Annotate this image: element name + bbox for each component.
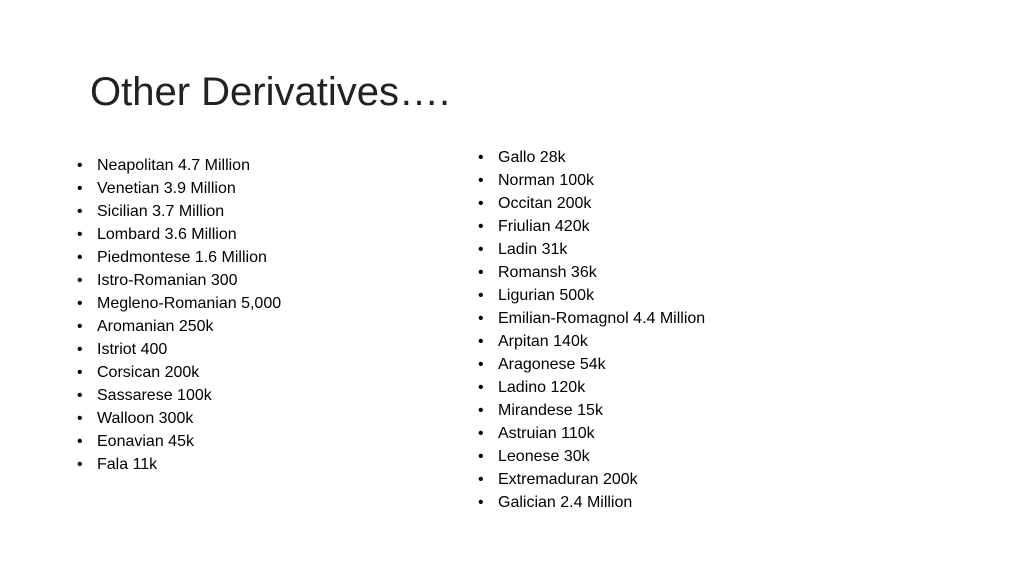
list-item (77, 177, 281, 200)
list-item-text: Ladin 31k (498, 241, 568, 258)
list-item-text: Galician 2.4 Million (498, 494, 633, 511)
list-item (77, 338, 281, 361)
bullet-icon: • (478, 287, 484, 304)
bullet-icon: • (77, 410, 83, 427)
list-item (77, 407, 281, 430)
bullet-icon: • (77, 157, 83, 174)
bullet-icon: • (77, 249, 83, 266)
bullet-icon: • (77, 203, 83, 220)
bullet-icon: • (77, 387, 83, 404)
list-item (478, 169, 705, 192)
list-item (478, 353, 705, 376)
list-item-text: Aromanian 250k (97, 318, 214, 335)
bullet-icon: • (478, 310, 484, 327)
list-item (478, 146, 705, 169)
list-item-text: Emilian-Romagnol 4.4 Million (498, 310, 706, 327)
bullet-icon: • (77, 341, 83, 358)
list-item (77, 246, 281, 269)
list-item (77, 315, 281, 338)
list-item (77, 154, 281, 177)
bullet-icon: • (77, 433, 83, 450)
bullet-icon: • (77, 295, 83, 312)
list-item (77, 384, 281, 407)
list-item (77, 223, 281, 246)
list-item-text: Piedmontese 1.6 Million (97, 249, 267, 266)
bullet-icon: • (478, 195, 484, 212)
bullet-icon: • (478, 172, 484, 189)
bullet-icon: • (77, 318, 83, 335)
list-item (478, 491, 705, 514)
bullet-icon: • (478, 402, 484, 419)
bullet-icon: • (478, 241, 484, 258)
list-item-text: Istro-Romanian 300 (97, 272, 238, 289)
list-item-text: Romansh 36k (498, 264, 597, 281)
list-item-text: Eonavian 45k (97, 433, 194, 450)
list-item-text: Gallo 28k (498, 149, 566, 166)
bullet-icon: • (478, 264, 484, 281)
list-item (478, 261, 705, 284)
list-item (478, 330, 705, 353)
list-item-text: Norman 100k (498, 172, 595, 189)
bullet-icon: • (478, 356, 484, 373)
list-item-text: Aragonese 54k (498, 356, 606, 373)
list-item-text: Friulian 420k (498, 218, 590, 235)
list-item-text: Astruian 110k (498, 425, 595, 442)
right-bullet-list (478, 146, 705, 514)
list-item-text: Neapolitan 4.7 Million (97, 157, 250, 174)
list-item-text: Sicilian 3.7 Million (97, 203, 225, 220)
list-item-text: Occitan 200k (498, 195, 592, 212)
list-item (478, 468, 705, 491)
list-item (478, 307, 705, 330)
list-item (478, 284, 705, 307)
slide-title: Other Derivatives…. (90, 70, 451, 114)
list-item-text: Corsican 200k (97, 364, 200, 381)
list-item-text: Istriot 400 (97, 341, 168, 358)
bullet-icon: • (77, 180, 83, 197)
list-item (478, 445, 705, 468)
left-bullet-list (77, 154, 281, 476)
list-item (478, 422, 705, 445)
list-item (478, 192, 705, 215)
bullet-icon: • (478, 149, 484, 166)
bullet-icon: • (478, 471, 484, 488)
list-item (77, 430, 281, 453)
list-item (77, 292, 281, 315)
list-item (77, 269, 281, 292)
list-item (77, 361, 281, 384)
list-item-text: Sassarese 100k (97, 387, 212, 404)
list-item-text: Walloon 300k (97, 410, 194, 427)
bullet-icon: • (478, 379, 484, 396)
list-item-text: Ladino 120k (498, 379, 586, 396)
bullet-icon: • (478, 218, 484, 235)
list-item-text: Arpitan 140k (498, 333, 588, 350)
list-item-text: Mirandese 15k (498, 402, 603, 419)
list-item-text: Lombard 3.6 Million (97, 226, 237, 243)
list-item (478, 215, 705, 238)
bullet-icon: • (77, 364, 83, 381)
list-item-text: Fala 11k (97, 456, 158, 473)
list-item (478, 399, 705, 422)
bullet-icon: • (478, 448, 484, 465)
list-item (478, 376, 705, 399)
bullet-icon: • (478, 494, 484, 511)
list-item-text: Venetian 3.9 Million (97, 180, 236, 197)
list-item (77, 200, 281, 223)
bullet-icon: • (77, 456, 83, 473)
list-item-text: Extremaduran 200k (498, 471, 638, 488)
list-item-text: Leonese 30k (498, 448, 590, 465)
list-item (478, 238, 705, 261)
bullet-icon: • (478, 333, 484, 350)
bullet-icon: • (478, 425, 484, 442)
bullet-icon: • (77, 272, 83, 289)
list-item-text: Megleno-Romanian 5,000 (97, 295, 282, 312)
list-item (77, 453, 281, 476)
list-item-text: Ligurian 500k (498, 287, 595, 304)
bullet-icon: • (77, 226, 83, 243)
